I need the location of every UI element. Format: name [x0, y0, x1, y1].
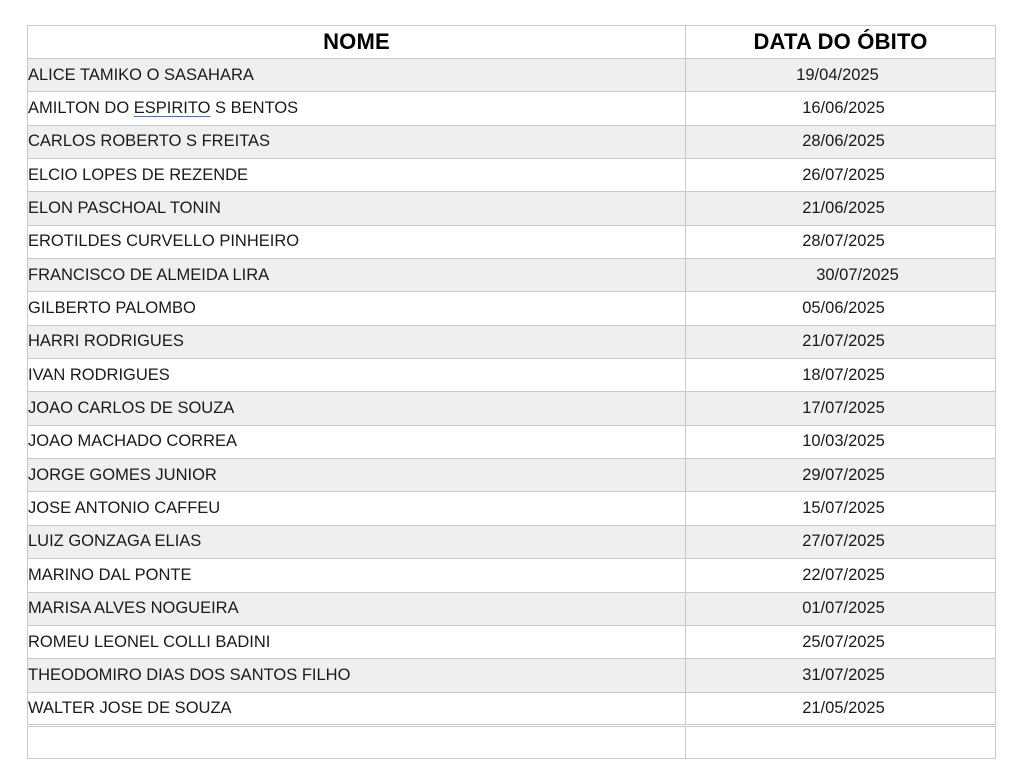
date-text: 25/07/2025 — [802, 632, 885, 651]
date-text: 15/07/2025 — [802, 499, 885, 518]
header-date: DATA DO ÓBITO — [686, 26, 996, 59]
cell-name: JOSE ANTONIO CAFFEU — [28, 492, 686, 525]
table-body — [28, 59, 996, 759]
table-row — [28, 592, 996, 625]
cell-name: HARRI RODRIGUES — [28, 325, 686, 358]
name-part: AMILTON DO — [28, 99, 134, 118]
date-text: 10/03/2025 — [802, 432, 885, 451]
cell-name: LUIZ GONZAGA ELIAS — [28, 525, 686, 558]
cell-date — [686, 392, 996, 425]
cell-date — [686, 359, 996, 392]
date-text: 21/07/2025 — [802, 332, 885, 351]
cell-date — [686, 159, 996, 192]
cell-name: ROMEU LEONEL COLLI BADINI — [28, 625, 686, 658]
table-header — [28, 26, 996, 59]
spellcheck-underlined-word: ESPIRITO — [133, 99, 211, 118]
cell-name: JORGE GOMES JUNIOR — [28, 459, 686, 492]
cell-name: ELCIO LOPES DE REZENDE — [28, 159, 686, 192]
cell-name: IVAN RODRIGUES — [28, 359, 686, 392]
date-text: 22/07/2025 — [802, 565, 885, 584]
cell-name: CARLOS ROBERTO S FREITAS — [28, 125, 686, 158]
header-row — [28, 26, 996, 59]
table-row — [28, 59, 996, 92]
cell-name: WALTER JOSE DE SOUZA — [28, 692, 686, 725]
cell-name: ELON PASCHOAL TONIN — [28, 192, 686, 225]
date-text: 19/04/2025 — [796, 65, 879, 84]
table-row — [28, 459, 996, 492]
date-text: 05/06/2025 — [802, 299, 885, 318]
table-row — [28, 259, 996, 292]
name-part: S BENTOS — [210, 99, 299, 118]
cell-date — [686, 125, 996, 158]
date-text: 01/07/2025 — [802, 599, 885, 618]
date-text: 27/07/2025 — [802, 532, 885, 551]
cell-date — [686, 559, 996, 592]
cell-date — [686, 292, 996, 325]
cell-date — [686, 625, 996, 658]
table-row — [28, 492, 996, 525]
cell-date — [686, 225, 996, 258]
date-text: 21/05/2025 — [802, 698, 885, 717]
cell-date — [686, 525, 996, 558]
cell-name: MARISA ALVES NOGUEIRA — [28, 592, 686, 625]
date-text: 28/07/2025 — [802, 232, 885, 251]
date-text: 17/07/2025 — [802, 399, 885, 418]
header-name: NOME — [28, 26, 686, 59]
table-row — [28, 125, 996, 158]
cell-date — [686, 259, 996, 292]
cell-name: GILBERTO PALOMBO — [28, 292, 686, 325]
cell-date — [686, 659, 996, 692]
empty-cell-date — [686, 725, 996, 758]
table-row — [28, 425, 996, 458]
cell-name: JOAO MACHADO CORREA — [28, 425, 686, 458]
cell-date — [686, 325, 996, 358]
table-row — [28, 192, 996, 225]
table-row — [28, 325, 996, 358]
cell-date — [686, 592, 996, 625]
cell-date — [686, 192, 996, 225]
cell-date — [686, 92, 996, 125]
cell-name — [28, 92, 686, 125]
table-row — [28, 692, 996, 725]
date-text: 29/07/2025 — [802, 465, 885, 484]
empty-row — [28, 725, 996, 758]
cell-name: EROTILDES CURVELLO PINHEIRO — [28, 225, 686, 258]
date-text: 18/07/2025 — [802, 365, 885, 384]
table-row — [28, 392, 996, 425]
table-row — [28, 359, 996, 392]
table-row — [28, 659, 996, 692]
cell-name: MARINO DAL PONTE — [28, 559, 686, 592]
cell-date — [686, 59, 996, 92]
date-text: 30/07/2025 — [816, 265, 899, 284]
cell-name: ALICE TAMIKO O SASAHARA — [28, 59, 686, 92]
date-text: 26/07/2025 — [802, 165, 885, 184]
cell-name: JOAO CARLOS DE SOUZA — [28, 392, 686, 425]
table-row — [28, 159, 996, 192]
cell-date — [686, 692, 996, 725]
date-text: 16/06/2025 — [802, 99, 885, 118]
date-text: 28/06/2025 — [802, 132, 885, 151]
table-row — [28, 92, 996, 125]
cell-name: FRANCISCO DE ALMEIDA LIRA — [28, 259, 686, 292]
cell-date — [686, 459, 996, 492]
table-row — [28, 292, 996, 325]
table-row — [28, 559, 996, 592]
table-row — [28, 525, 996, 558]
cell-date — [686, 425, 996, 458]
table-row — [28, 225, 996, 258]
obituary-table — [27, 25, 996, 759]
date-text: 21/06/2025 — [802, 199, 885, 218]
cell-date — [686, 492, 996, 525]
date-text: 31/07/2025 — [802, 665, 885, 684]
cell-name: THEODOMIRO DIAS DOS SANTOS FILHO — [28, 659, 686, 692]
table-row — [28, 625, 996, 658]
empty-cell-name — [28, 725, 686, 758]
